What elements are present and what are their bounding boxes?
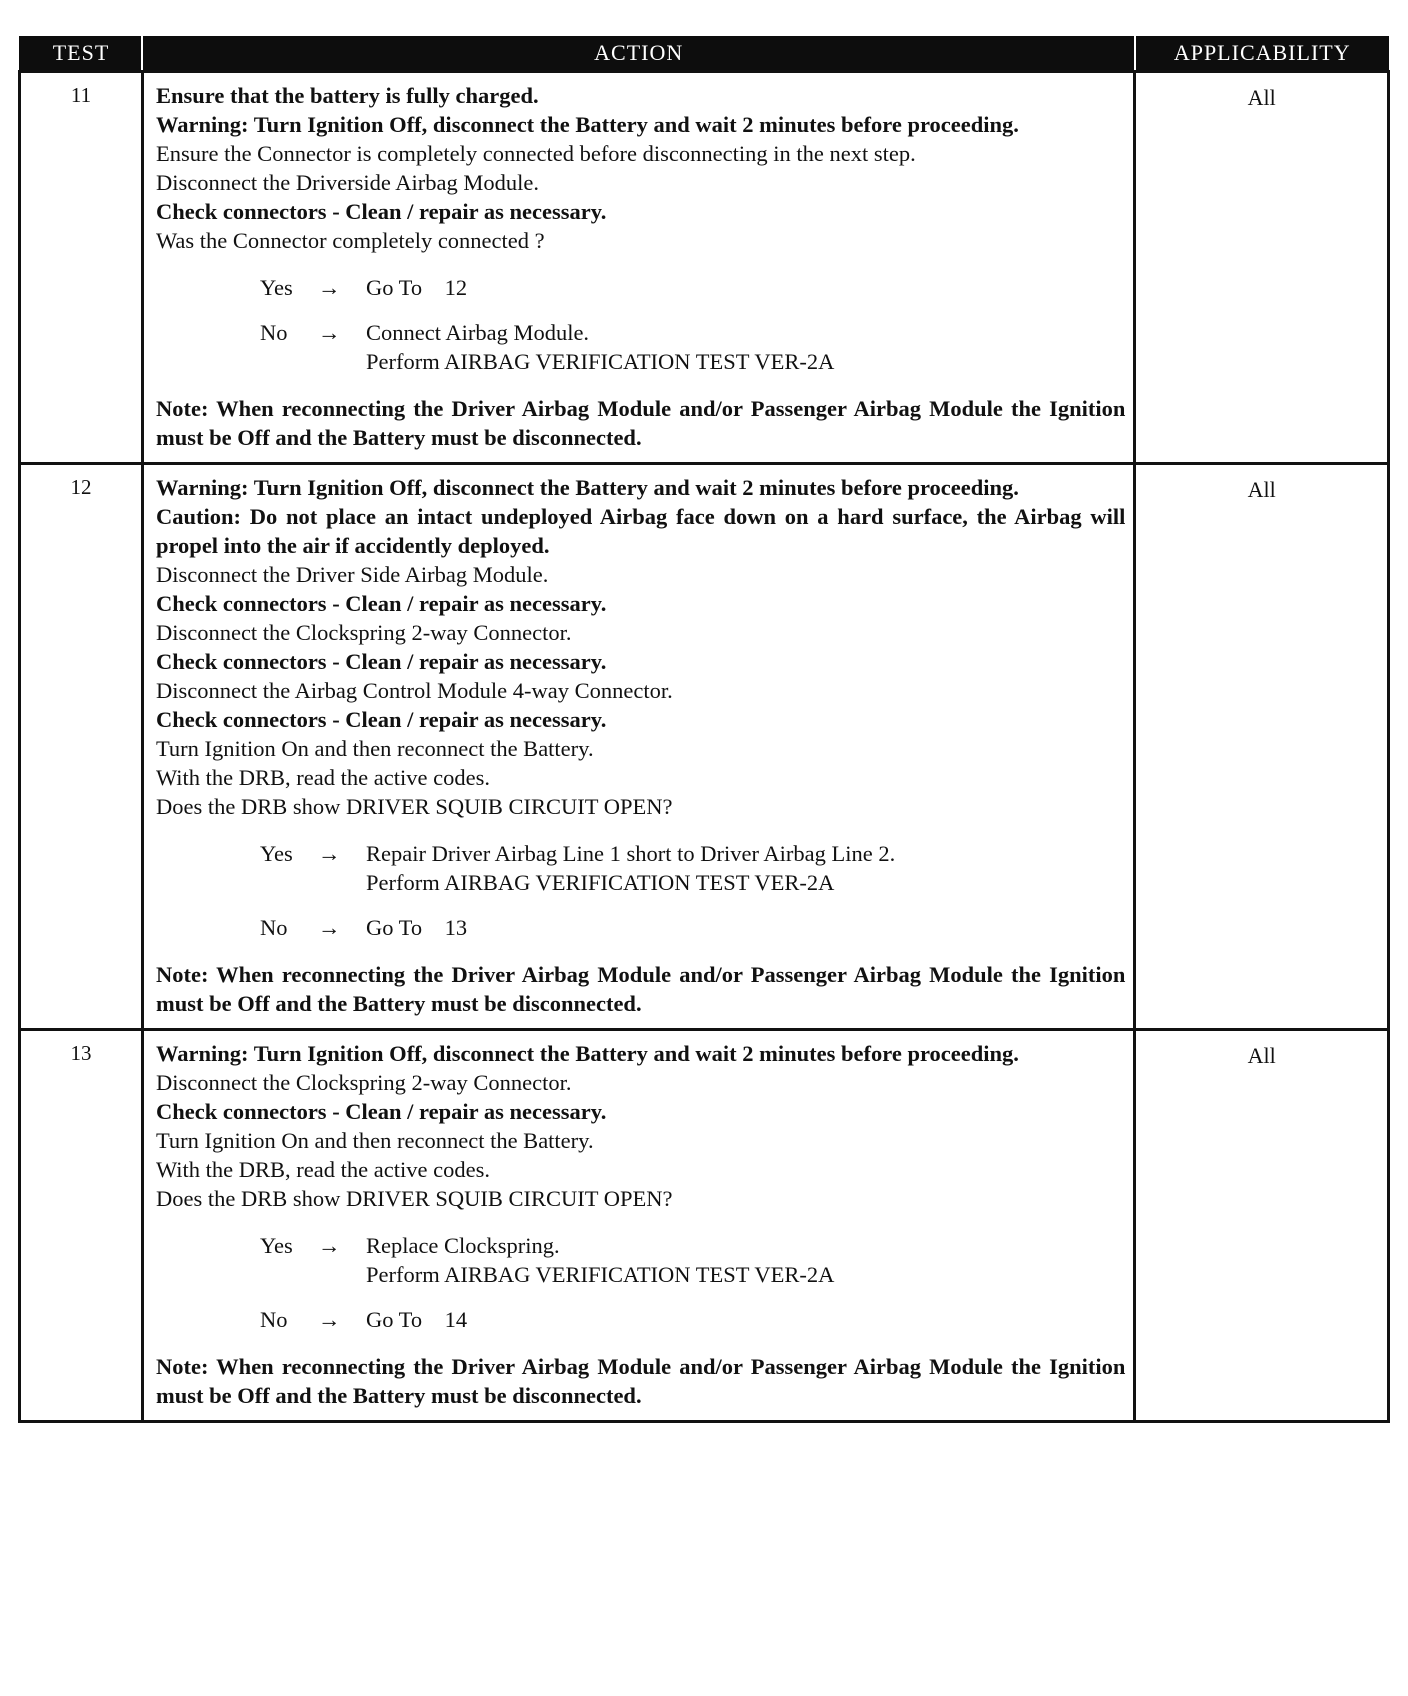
- instruction-step: Was the Connector completely connected ?: [155, 228, 545, 253]
- decision-branch: [260, 1305, 1125, 1334]
- instruction-emphasis: Warning: Turn Ignition Off, disconnect the Battery and wait 2 minutes before proceeding.: [155, 112, 1019, 137]
- action-cell: [142, 464, 1134, 1030]
- header-action: ACTION: [142, 36, 1134, 72]
- branch-result-line: Connect Airbag Module.: [365, 320, 590, 345]
- test-number: 11: [20, 72, 143, 464]
- branch-result: [366, 318, 834, 376]
- note-text: Note: When reconnecting the Driver Airbag Module and/or Passenger Airbag Module the Ignition must be Off and the Battery must be disconnected.: [155, 396, 1126, 450]
- header-test: TEST: [20, 36, 143, 72]
- decision-branch: [260, 839, 1125, 897]
- branch-result: [366, 1231, 834, 1289]
- instruction-step: Turn Ignition On and then reconnect the Battery.: [155, 736, 594, 761]
- instruction-emphasis: Warning: Turn Ignition Off, disconnect the Battery and wait 2 minutes before proceeding.: [155, 1041, 1019, 1066]
- instruction-step: Disconnect the Clockspring 2-way Connector.: [155, 1070, 572, 1095]
- right-arrow-icon: →: [317, 1307, 341, 1332]
- instruction-emphasis: Caution: Do not place an intact undeployed Airbag face down on a hard surface, the Airbag will propel into the air if accidently deployed.: [155, 504, 1126, 558]
- right-arrow-icon: →: [317, 275, 341, 300]
- instruction-step: Disconnect the Airbag Control Module 4-way Connector.: [155, 678, 673, 703]
- instruction-emphasis: Check connectors - Clean / repair as necessary.: [155, 1099, 607, 1124]
- instruction-step: Disconnect the Driverside Airbag Module.: [155, 170, 539, 195]
- table-header-row: [20, 36, 1389, 72]
- right-arrow-icon: →: [317, 1233, 341, 1258]
- branch-result-line: Perform AIRBAG VERIFICATION TEST VER-2A: [365, 349, 835, 374]
- branch-result-line: Go To 13: [365, 915, 468, 940]
- decision-branch: [260, 1231, 1125, 1289]
- instruction-step: Does the DRB show DRIVER SQUIB CIRCUIT OPEN?: [155, 794, 673, 819]
- instruction-step: Ensure the Connector is completely connected before disconnecting in the next step.: [155, 141, 916, 166]
- applicability-value: All: [1135, 464, 1389, 1030]
- right-arrow-icon: →: [317, 320, 341, 345]
- table-row: [20, 72, 1389, 464]
- instruction-emphasis: Check connectors - Clean / repair as necessary.: [155, 707, 607, 732]
- branch-result-line: Go To 12: [365, 275, 468, 300]
- table-row: [20, 1030, 1389, 1422]
- branch-result-line: Perform AIRBAG VERIFICATION TEST VER-2A: [365, 1262, 835, 1287]
- branch-result-line: Go To 14: [365, 1307, 468, 1332]
- test-number: 13: [20, 1030, 143, 1422]
- branch-result-line: Perform AIRBAG VERIFICATION TEST VER-2A: [365, 870, 835, 895]
- branch-result-line: Repair Driver Airbag Line 1 short to Driver Airbag Line 2.: [365, 841, 896, 866]
- instruction-emphasis: Check connectors - Clean / repair as necessary.: [155, 199, 607, 224]
- note-text: Note: When reconnecting the Driver Airbag Module and/or Passenger Airbag Module the Ignition must be Off and the Battery must be disconnected.: [155, 962, 1126, 1016]
- branch-answer: Yes: [259, 275, 293, 300]
- branch-answer: No: [259, 915, 288, 940]
- right-arrow-icon: →: [317, 915, 341, 940]
- instruction-step: Disconnect the Clockspring 2-way Connector.: [155, 620, 572, 645]
- header-applicability: APPLICABILITY: [1135, 36, 1389, 72]
- branch-result-line: Replace Clockspring.: [365, 1233, 560, 1258]
- action-cell: [142, 72, 1134, 464]
- branch-result: [366, 839, 895, 897]
- branch-answer: No: [259, 320, 288, 345]
- instruction-emphasis: Ensure that the battery is fully charged.: [155, 83, 539, 108]
- right-arrow-icon: →: [317, 841, 341, 866]
- action-cell: [142, 1030, 1134, 1422]
- decision-branch: [260, 318, 1125, 376]
- branch-answer: Yes: [259, 841, 293, 866]
- table-row: [20, 464, 1389, 1030]
- table-body: [20, 72, 1389, 1422]
- instruction-step: Disconnect the Driver Side Airbag Module.: [155, 562, 549, 587]
- instruction-step: With the DRB, read the active codes.: [155, 1157, 490, 1182]
- branch-result: [366, 913, 467, 942]
- instruction-emphasis: Check connectors - Clean / repair as necessary.: [155, 591, 607, 616]
- test-number: 12: [20, 464, 143, 1030]
- branch-result: [366, 273, 467, 302]
- branch-result: [366, 1305, 467, 1334]
- applicability-value: All: [1135, 72, 1389, 464]
- decision-branch: [260, 273, 1125, 302]
- instruction-step: Turn Ignition On and then reconnect the Battery.: [155, 1128, 594, 1153]
- instruction-step: Does the DRB show DRIVER SQUIB CIRCUIT OPEN?: [155, 1186, 673, 1211]
- note-text: Note: When reconnecting the Driver Airbag Module and/or Passenger Airbag Module the Ignition must be Off and the Battery must be disconnected.: [155, 1354, 1126, 1408]
- branch-answer: No: [259, 1307, 288, 1332]
- instruction-emphasis: Warning: Turn Ignition Off, disconnect the Battery and wait 2 minutes before proceeding.: [155, 475, 1019, 500]
- decision-branch: [260, 913, 1125, 942]
- instruction-emphasis: Check connectors - Clean / repair as necessary.: [155, 649, 607, 674]
- instruction-step: With the DRB, read the active codes.: [155, 765, 490, 790]
- branch-answer: Yes: [259, 1233, 293, 1258]
- diagnostic-test-table: [18, 36, 1390, 1423]
- applicability-value: All: [1135, 1030, 1389, 1422]
